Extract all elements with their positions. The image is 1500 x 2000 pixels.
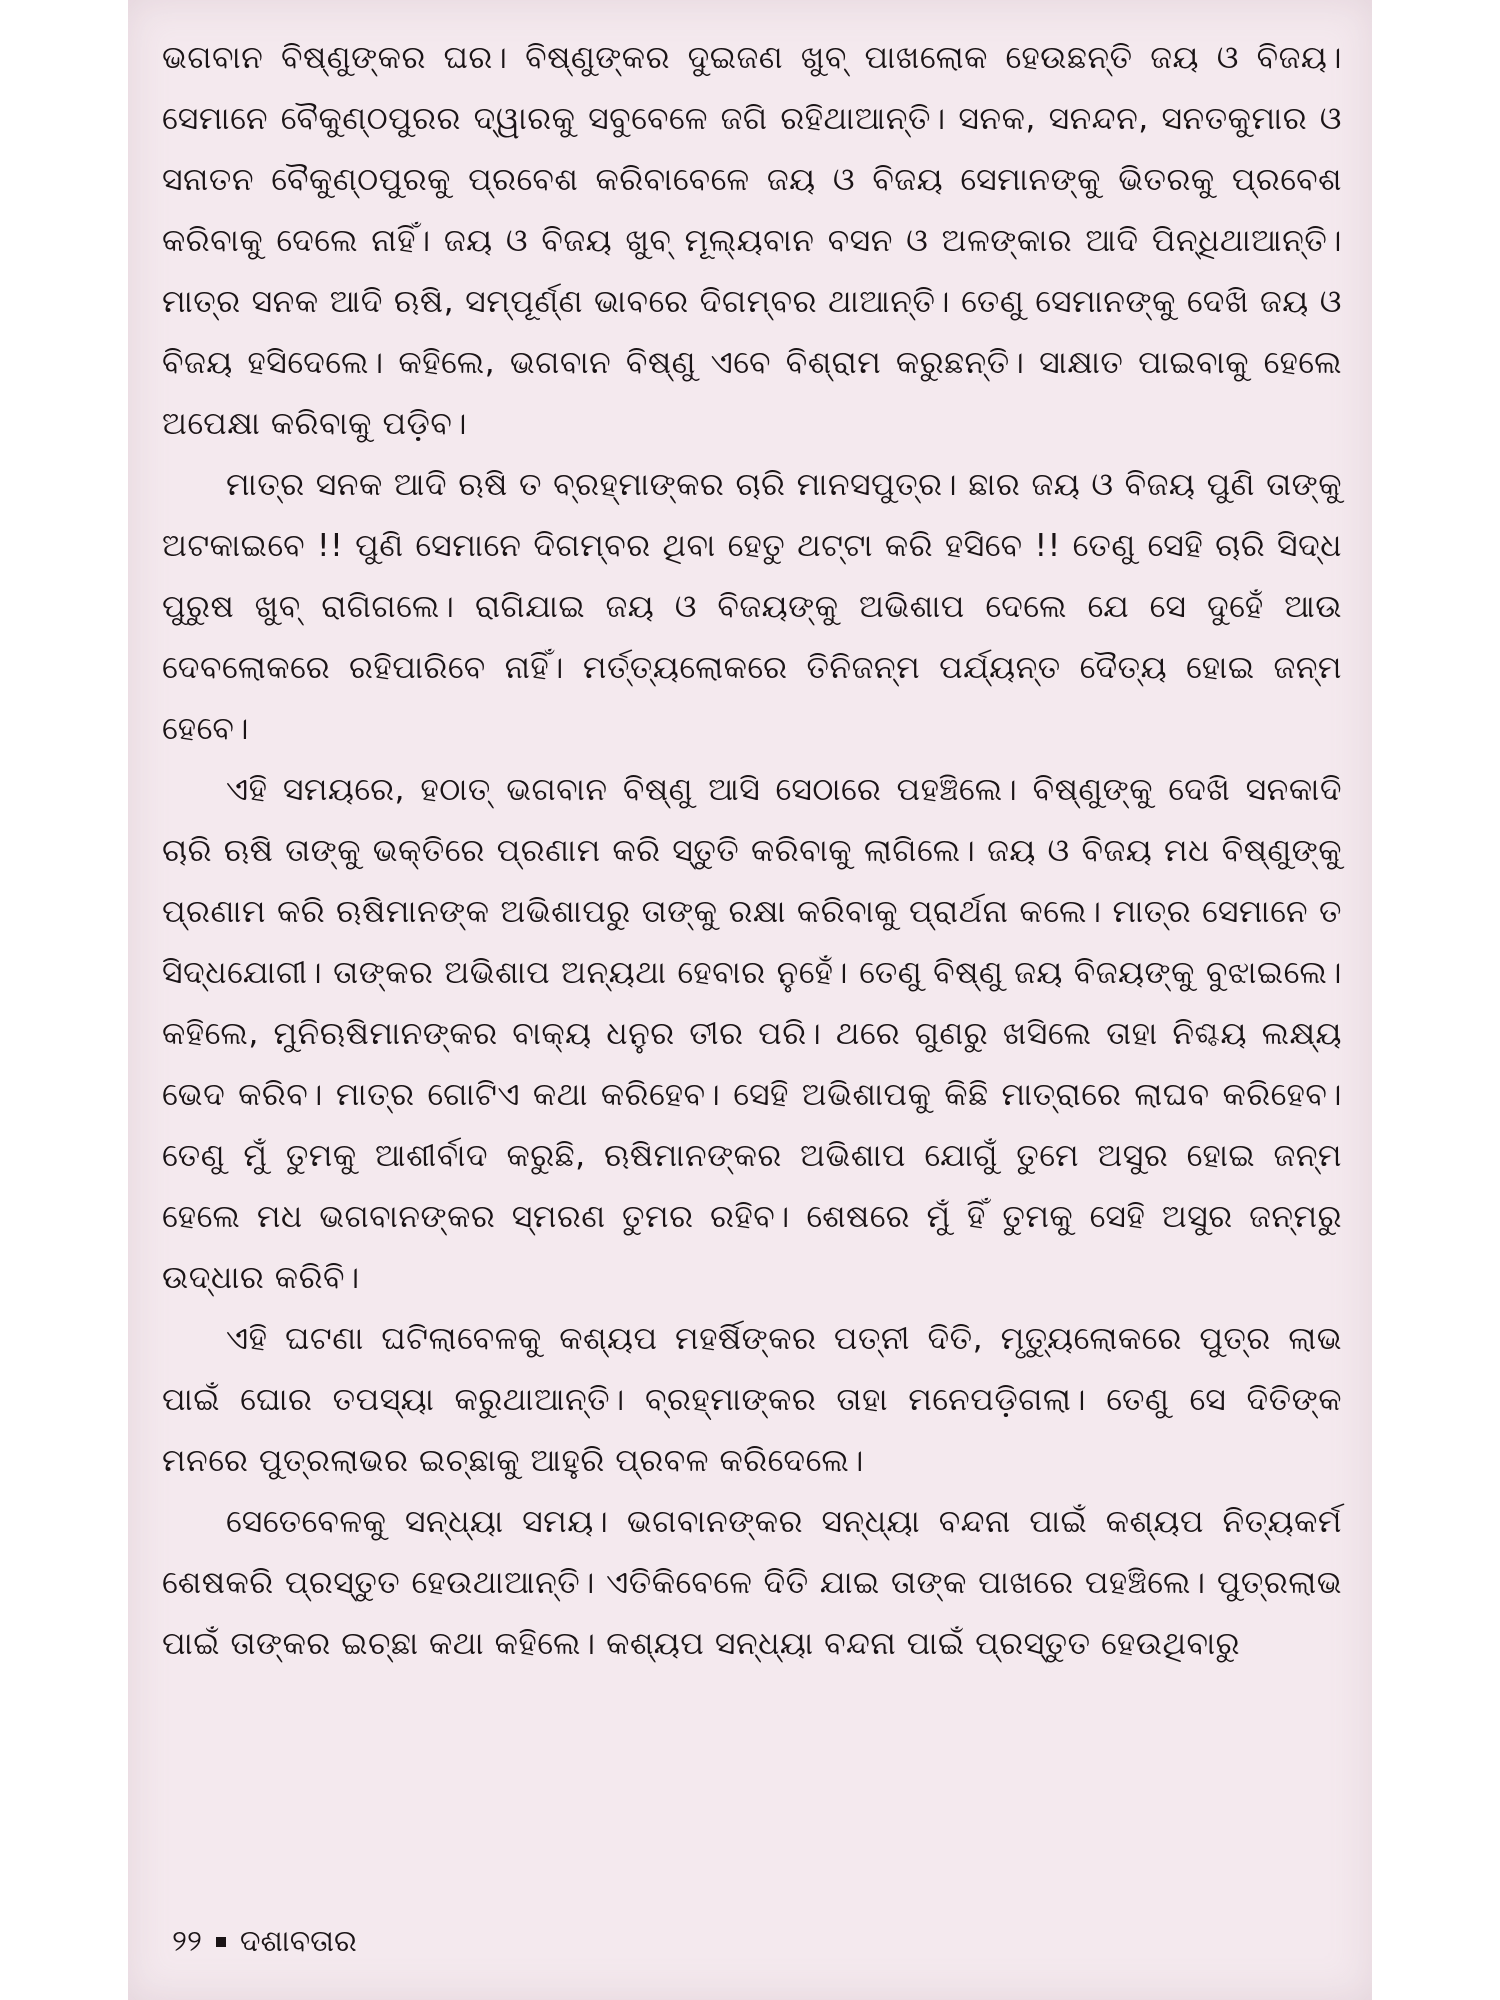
body-text: [162, 28, 1342, 1675]
book-title: ଦଶାବତାର: [239, 1924, 357, 1959]
paragraph-3: ଏହି ସମୟରେ, ହଠାତ୍ ଭଗବାନ ବିଷ୍ଣୁ ଆସି ସେଠାରେ ପହଞ୍ଚିଲେ। ବିଷ୍ଣୁଙ୍କୁ ଦେଖି ସନକାଦି ଚାରି ଋଷି ତାଙ୍କୁ ଭକ୍ତିରେ ପ୍ରଣାମ କରି ସ୍ତୁତି କରିବାକୁ ଲାଗିଲେ। ଜୟ ଓ ବିଜୟ ମଧ ବିଷ୍ଣୁଙ୍କୁ ପ୍ରଣାମ କରି ଋଷିମାନଙ୍କ ଅଭିଶାପରୁ ତାଙ୍କୁ ରକ୍ଷା କରିବାକୁ ପ୍ରାର୍ଥନା କଲେ। ମାତ୍ର ସେମାନେ ତ ସିଦ୍ଧଯୋଗୀ। ତାଙ୍କର ଅଭିଶାପ ଅନ୍ୟଥା ହେବାର ନୁହେଁ। ତେଣୁ ବିଷ୍ଣୁ ଜୟ ବିଜୟଙ୍କୁ ବୁଝାଇଲେ। କହିଲେ, ମୁନିଋଷିମାନଙ୍କର ବାକ୍ୟ ଧନୁର ତୀର ପରି। ଥରେ ଗୁଣରୁ ଖସିଲେ ତାହା ନିଶ୍ଚୟ ଲକ୍ଷ୍ୟ ଭେଦ କରିବ। ମାତ୍ର ଗୋଟିଏ କଥା କରିହେବ। ସେହି ଅଭିଶାପକୁ କିଛି ମାତ୍ରାରେ ଲାଘବ କରିହେବ। ତେଣୁ ମୁଁ ତୁମକୁ ଆଶୀର୍ବାଦ କରୁଛି, ଋଷିମାନଙ୍କର ଅଭିଶାପ ଯୋଗୁଁ ତୁମେ ଅସୁର ହୋଇ ଜନ୍ମ ହେଲେ ମଧ ଭଗବାନଙ୍କର ସ୍ମରଣ ତୁମର ରହିବ। ଶେଷରେ ମୁଁ ହିଁ ତୁମକୁ ସେହି ଅସୁର ଜନ୍ମରୁ ଉଦ୍ଧାର କରିବି।: [162, 772, 1342, 1296]
paragraph-2: ମାତ୍ର ସନକ ଆଦି ଋଷି ତ ବ୍ରହ୍ମାଙ୍କର ଚାରି ମାନସପୁତ୍ର। ଛାର ଜୟ ଓ ବିଜୟ ପୁଣି ତାଙ୍କୁ ଅଟକାଇବେ !! ପୁଣି ସେମାନେ ଦିଗମ୍ବର ଥିବା ହେତୁ ଥଟ୍ଟା କରି ହସିବେ !! ତେଣୁ ସେହି ଚାରି ସିଦ୍ଧ ପୁରୁଷ ଖୁବ୍ ରାଗିଗଲେ। ରାଗିଯାଇ ଜୟ ଓ ବିଜୟଙ୍କୁ ଅଭିଶାପ ଦେଲେ ଯେ ସେ ଦୁହେଁ ଆଉ ଦେବଲୋକରେ ରହିପାରିବେ ନାହିଁ। ମର୍ତ୍ତ୍ୟଲୋକରେ ତିନିଜନ୍ମ ପର୍ଯ୍ୟନ୍ତ ଦୈତ୍ୟ ହୋଇ ଜନ୍ମ ହେବେ।: [162, 467, 1342, 747]
book-page: [128, 0, 1372, 2000]
paragraph-5: ସେତେବେଳକୁ ସନ୍ଧ୍ୟା ସମୟ। ଭଗବାନଙ୍କର ସନ୍ଧ୍ୟା ବନ୍ଦନା ପାଇଁ କଶ୍ୟପ ନିତ୍ୟକର୍ମ ଶେଷକରି ପ୍ରସ୍ତୁତ ହେଉଥାଆନ୍ତି। ଏତିକିବେଳେ ଦିତି ଯାଇ ତାଙ୍କ ପାଖରେ ପହଞ୍ଚିଲେ। ପୁତ୍ରଲାଭ ପାଇଁ ତାଙ୍କର ଇଚ୍ଛା କଥା କହିଲେ। କଶ୍ୟପ ସନ୍ଧ୍ୟା ବନ୍ଦନା ପାଇଁ ପ୍ରସ୍ତୁତ ହେଉଥିବାରୁ: [162, 1504, 1342, 1662]
page-footer: [172, 1924, 357, 1959]
paragraph-4: ଏହି ଘଟଣା ଘଟିଲାବେଳକୁ କଶ୍ୟପ ମହର୍ଷିଙ୍କର ପତ୍ନୀ ଦିତି, ମୃତ୍ୟୁଲୋକରେ ପୁତ୍ର ଲାଭ ପାଇଁ ଘୋର ତପସ୍ୟା କରୁଥାଆନ୍ତି। ବ୍ରହ୍ମାଙ୍କର ତାହା ମନେପଡ଼ିଗଲା। ତେଣୁ ସେ ଦିତିଙ୍କ ମନରେ ପୁତ୍ରଲାଭର ଇଚ୍ଛାକୁ ଆହୁରି ପ୍ରବଳ କରିଦେଲେ।: [162, 1321, 1342, 1479]
paragraph-1: ଭଗବାନ ବିଷ୍ଣୁଙ୍କର ଘର। ବିଷ୍ଣୁଙ୍କର ଦୁଇଜଣ ଖୁବ୍ ପାଖଲୋକ ହେଉଛନ୍ତି ଜୟ ଓ ବିଜୟ। ସେମାନେ ବୈକୁଣ୍ଠପୁରର ଦ୍ୱାରକୁ ସବୁବେଳେ ଜଗି ରହିଥାଆନ୍ତି। ସନକ, ସନନ୍ଦନ, ସନତକୁମାର ଓ ସନାତନ ବୈକୁଣ୍ଠପୁରକୁ ପ୍ରବେଶ କରିବାବେଳେ ଜୟ ଓ ବିଜୟ ସେମାନଙ୍କୁ ଭିତରକୁ ପ୍ରବେଶ କରିବାକୁ ଦେଲେ ନାହିଁ। ଜୟ ଓ ବିଜୟ ଖୁବ୍ ମୂଲ୍ୟବାନ ବସନ ଓ ଅଳଙ୍କାର ଆଦି ପିନ୍ଧିଥାଆନ୍ତି। ମାତ୍ର ସନକ ଆଦି ଋଷି, ସମ୍ପୂର୍ଣ୍ଣ ଭାବରେ ଦିଗମ୍ବର ଥାଆନ୍ତି। ତେଣୁ ସେମାନଙ୍କୁ ଦେଖି ଜୟ ଓ ବିଜୟ ହସିଦେଲେ। କହିଲେ, ଭଗବାନ ବିଷ୍ଣୁ ଏବେ ବିଶ୍ରାମ କରୁଛନ୍ତି। ସାକ୍ଷାତ ପାଇବାକୁ ହେଲେ ଅପେକ୍ଷା କରିବାକୁ ପଡ଼ିବ।: [162, 40, 1342, 442]
footer-separator: [216, 1937, 226, 1947]
page-number: ୨୨: [172, 1924, 202, 1959]
